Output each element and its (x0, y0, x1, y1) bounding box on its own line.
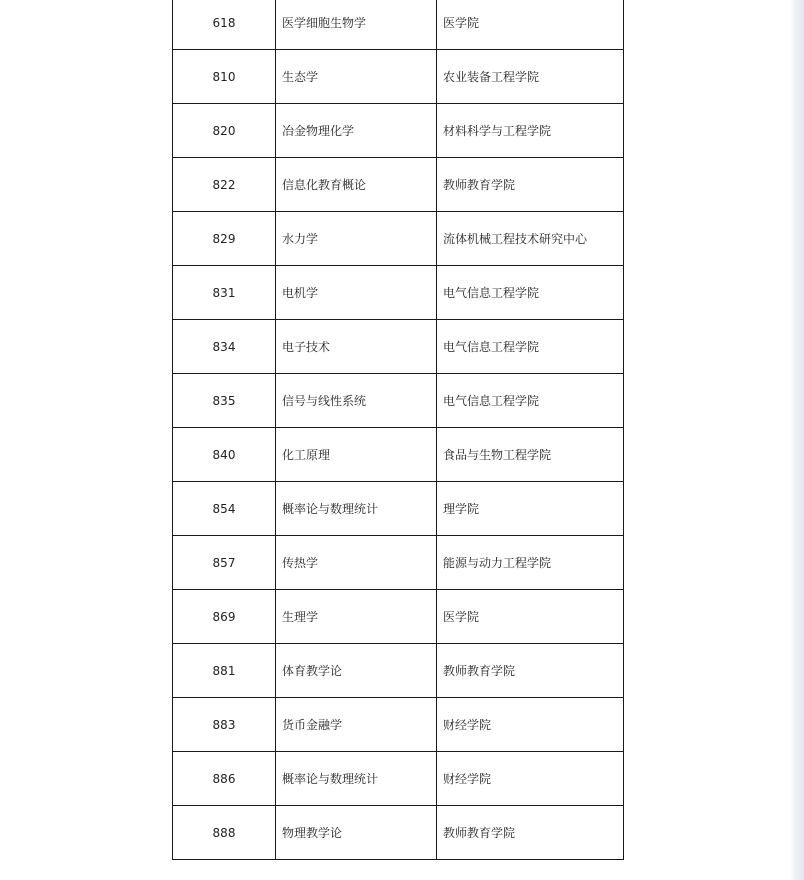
course-code-cell: 618 (173, 0, 276, 50)
course-code-cell: 883 (173, 698, 276, 752)
course-code-cell: 822 (173, 158, 276, 212)
course-name-cell: 电子技术 (276, 320, 437, 374)
table-row (173, 0, 624, 50)
school-name-cell: 电气信息工程学院 (437, 320, 624, 374)
course-code-cell: 886 (173, 752, 276, 806)
school-name-cell: 教师教育学院 (437, 158, 624, 212)
table-row (173, 806, 624, 860)
course-name-cell: 生态学 (276, 50, 437, 104)
course-name-cell: 货币金融学 (276, 698, 437, 752)
table-row (173, 428, 624, 482)
table-row (173, 50, 624, 104)
course-code-cell: 835 (173, 374, 276, 428)
course-code-cell: 829 (173, 212, 276, 266)
table-row (173, 320, 624, 374)
school-name-cell: 电气信息工程学院 (437, 266, 624, 320)
course-name-cell: 电机学 (276, 266, 437, 320)
school-name-cell: 能源与动力工程学院 (437, 536, 624, 590)
course-code-cell: 840 (173, 428, 276, 482)
course-name-cell: 信号与线性系统 (276, 374, 437, 428)
course-name-cell: 冶金物理化学 (276, 104, 437, 158)
table-row (173, 590, 624, 644)
scrollbar-edge (790, 0, 804, 880)
table-row (173, 752, 624, 806)
school-name-cell: 材料科学与工程学院 (437, 104, 624, 158)
course-name-cell: 化工原理 (276, 428, 437, 482)
table-row (173, 104, 624, 158)
course-code-cell: 810 (173, 50, 276, 104)
course-code-cell: 888 (173, 806, 276, 860)
school-name-cell: 医学院 (437, 590, 624, 644)
course-name-cell: 概率论与数理统计 (276, 482, 437, 536)
school-name-cell: 财经学院 (437, 752, 624, 806)
course-code-cell: 831 (173, 266, 276, 320)
school-name-cell: 教师教育学院 (437, 644, 624, 698)
course-name-cell: 物理教学论 (276, 806, 437, 860)
course-name-cell: 传热学 (276, 536, 437, 590)
table-row (173, 482, 624, 536)
table-row (173, 212, 624, 266)
table-row (173, 536, 624, 590)
table-row (173, 644, 624, 698)
course-code-cell: 834 (173, 320, 276, 374)
course-table (172, 0, 624, 860)
table-row (173, 266, 624, 320)
course-name-cell: 医学细胞生物学 (276, 0, 437, 50)
table-row (173, 158, 624, 212)
school-name-cell: 电气信息工程学院 (437, 374, 624, 428)
course-table-body (173, 0, 624, 860)
course-code-cell: 857 (173, 536, 276, 590)
school-name-cell: 理学院 (437, 482, 624, 536)
table-row (173, 698, 624, 752)
school-name-cell: 流体机械工程技术研究中心 (437, 212, 624, 266)
course-code-cell: 854 (173, 482, 276, 536)
school-name-cell: 医学院 (437, 0, 624, 50)
course-code-cell: 820 (173, 104, 276, 158)
school-name-cell: 财经学院 (437, 698, 624, 752)
table-row (173, 374, 624, 428)
school-name-cell: 教师教育学院 (437, 806, 624, 860)
course-name-cell: 生理学 (276, 590, 437, 644)
course-name-cell: 体育教学论 (276, 644, 437, 698)
course-code-cell: 869 (173, 590, 276, 644)
school-name-cell: 食品与生物工程学院 (437, 428, 624, 482)
course-name-cell: 概率论与数理统计 (276, 752, 437, 806)
course-code-cell: 881 (173, 644, 276, 698)
course-name-cell: 信息化教育概论 (276, 158, 437, 212)
course-name-cell: 水力学 (276, 212, 437, 266)
school-name-cell: 农业装备工程学院 (437, 50, 624, 104)
